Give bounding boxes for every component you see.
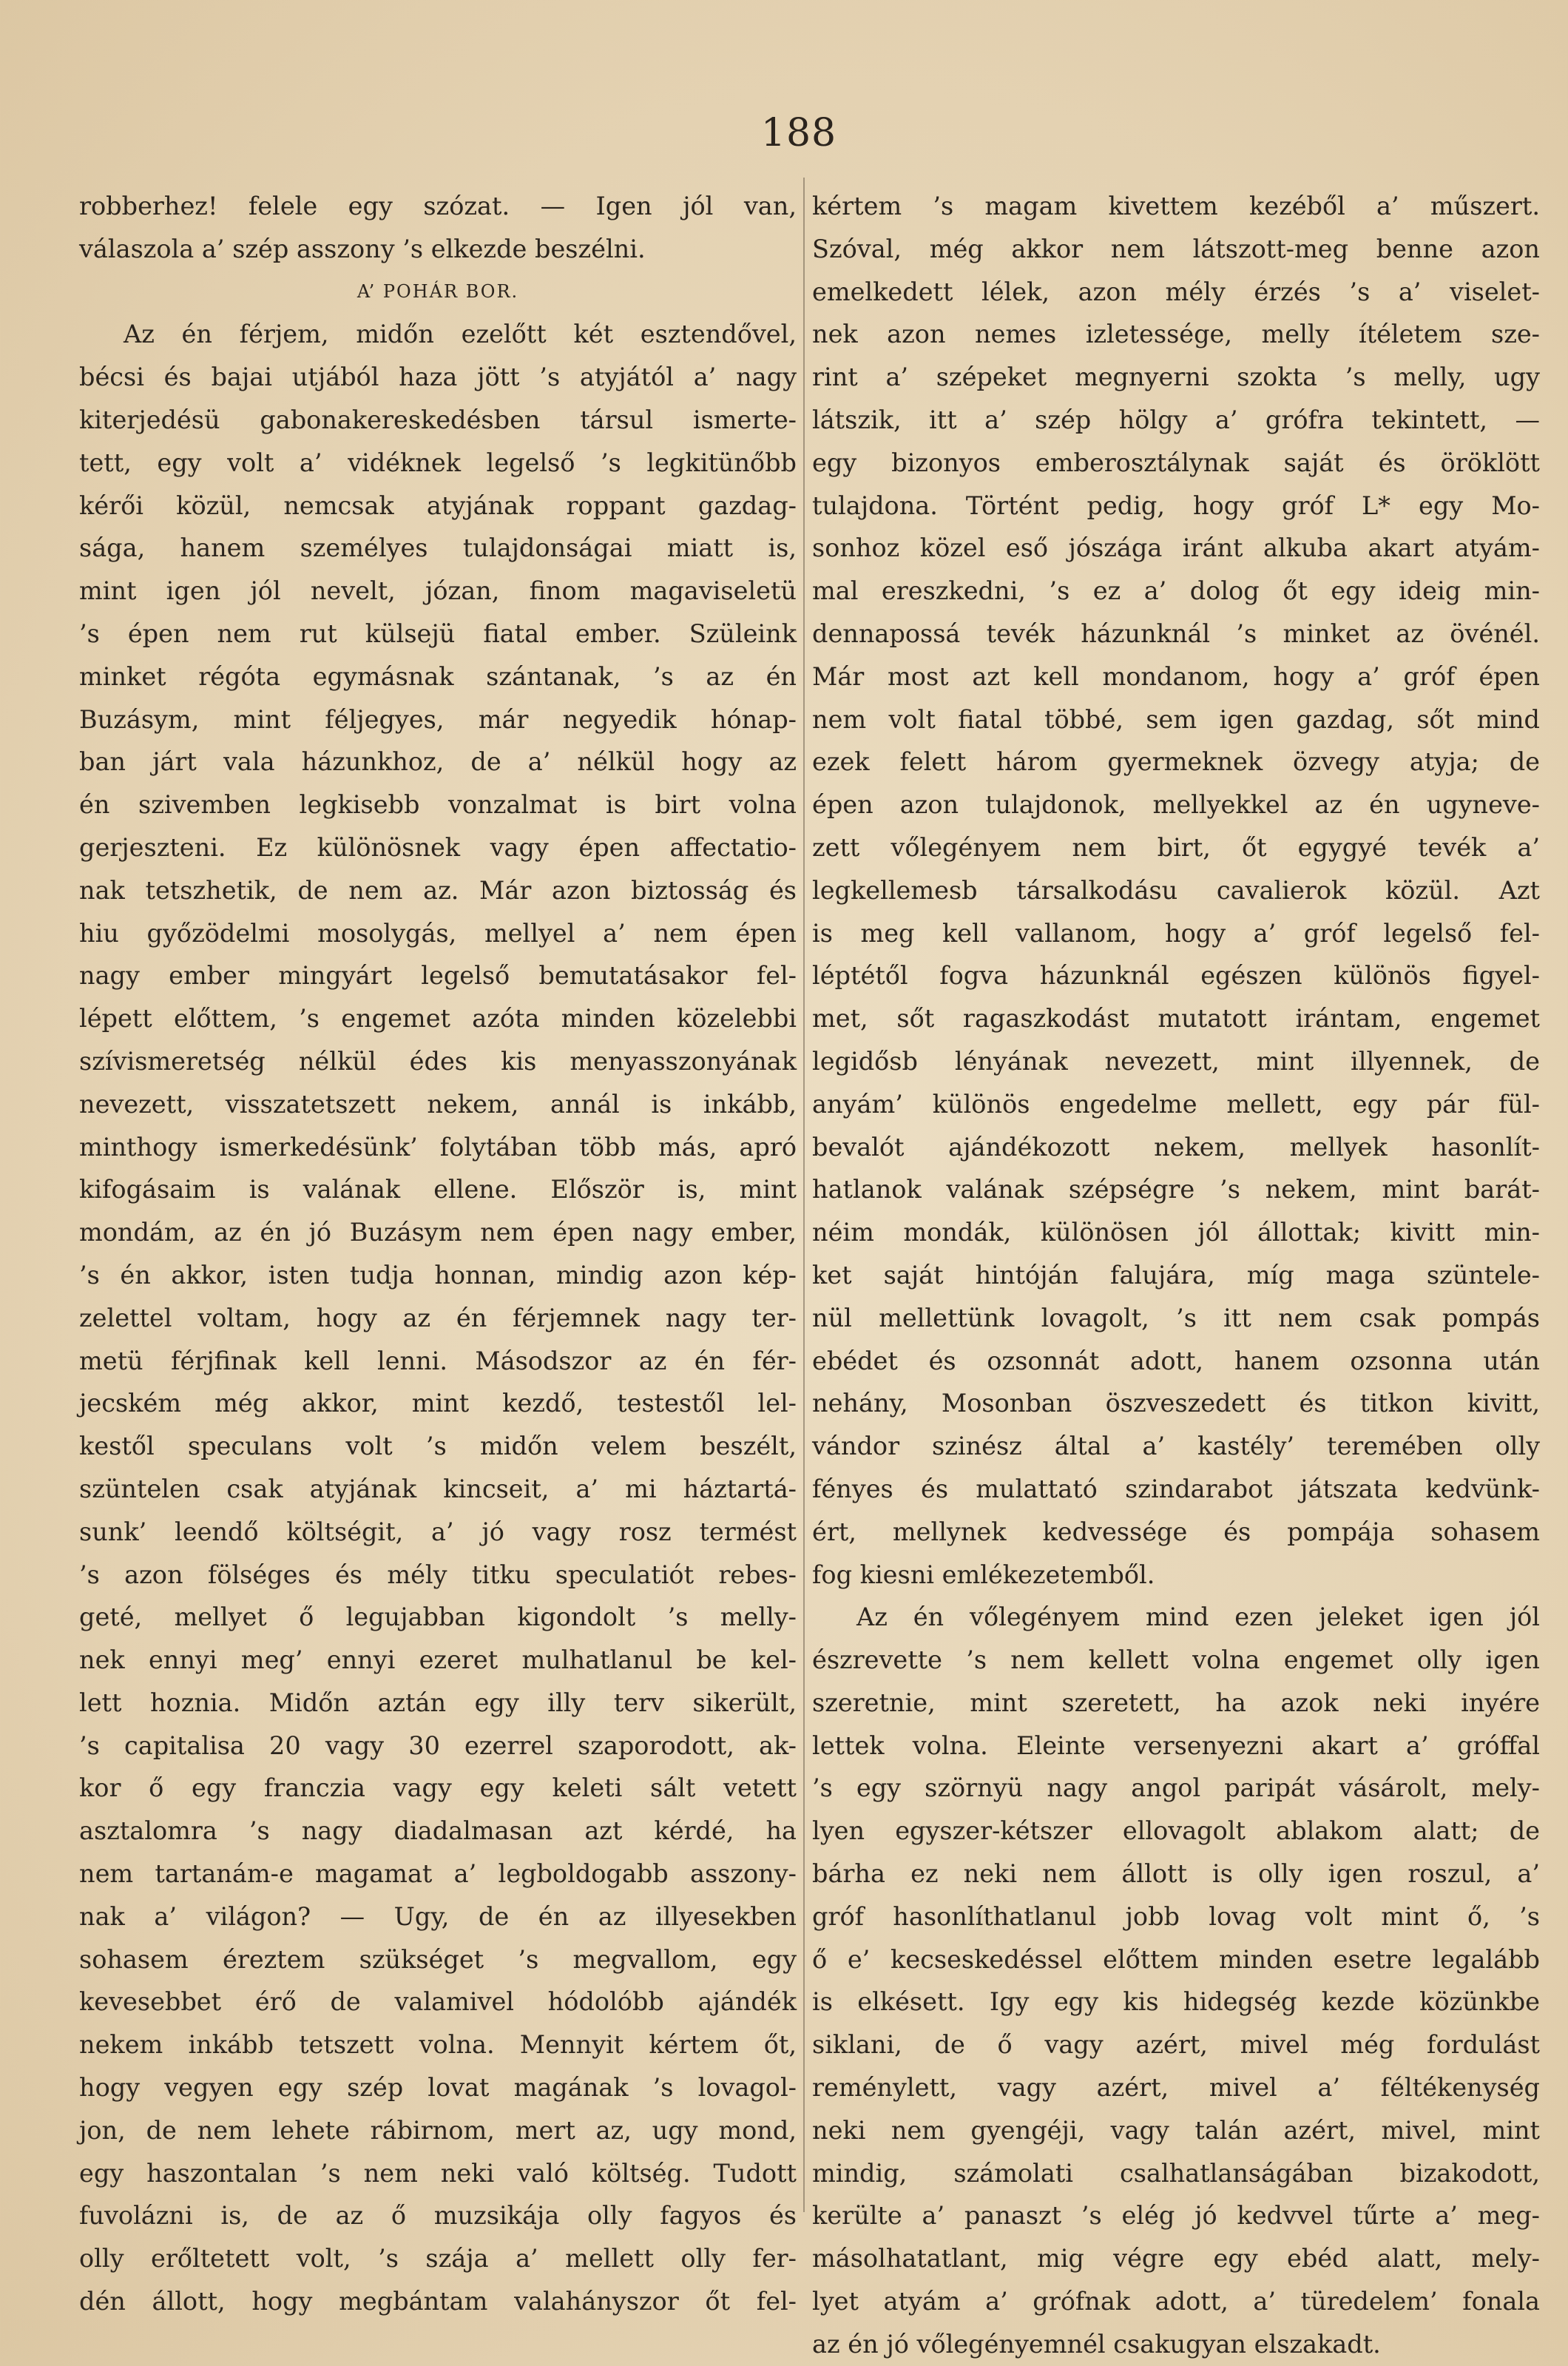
- text-line: zelettel voltam, hogy az én férjemnek nagy ter-: [79, 1303, 797, 1332]
- text-line: vándor szinész által a’ kastély’ teremében olly: [812, 1432, 1540, 1461]
- text-line: Szóval, még akkor nem látszott-meg benne azon: [812, 234, 1540, 263]
- text-line: lyet atyám a’ grófnak adott, a’ türedelem’ fonala: [812, 2287, 1540, 2316]
- text-line: lépett előttem, ’s engemet azóta minden közelebbi: [79, 1004, 797, 1034]
- text-line: nehány, Mosonban öszveszedett és titkon kivitt,: [812, 1389, 1540, 1418]
- text-line: mondám, az én jó Buzásym nem épen nagy ember,: [79, 1218, 797, 1247]
- text-line: mint igen jól nevelt, józan, finom magaviseletü: [79, 576, 797, 606]
- text-line: hiu győzödelmi mosolygás, mellyel a’ nem épen: [79, 918, 797, 948]
- text-line: minket régóta egymásnak szántanak, ’s az én: [79, 661, 797, 691]
- text-line: sága, hanem személyes tulajdonságai miatt is,: [79, 533, 797, 563]
- text-line: mindig, számolati csalhatlanságában bizakodott,: [812, 2158, 1540, 2188]
- text-line: ezek felett három gyermeknek özvegy atyja; de: [812, 747, 1540, 777]
- text-line: én szivemben legkisebb vonzalmat is birt volna: [79, 790, 797, 820]
- column-divider: [803, 178, 805, 2212]
- text-line: ’s épen nem rut külsejü fiatal ember. Szüleink: [79, 619, 797, 648]
- text-line: épen azon tulajdonok, mellyekkel az én ugyneve-: [812, 790, 1540, 820]
- text-line: bevalót ajándékozott nekem, mellyek hasonlít-: [812, 1132, 1540, 1162]
- text-line: másolhatatlant, mig végre egy ebéd alatt, mely-: [812, 2244, 1540, 2274]
- text-line: lett hoznia. Midőn aztán egy illy terv sikerült,: [79, 1688, 797, 1717]
- text-line: reménylett, vagy azért, mivel a’ féltékenység: [812, 2073, 1540, 2103]
- text-line: tulajdona. Történt pedig, hogy gróf L* egy Mo-: [812, 491, 1540, 520]
- text-line: anyám’ különös engedelme mellett, egy pár fül-: [812, 1089, 1540, 1119]
- text-line: válaszola a’ szép asszony ’s elkezde beszélni.: [79, 234, 646, 263]
- text-line: ’s azon fölséges és mély titku speculatiót rebes-: [79, 1560, 797, 1589]
- text-line: ket saját hintóján falujára, míg maga szüntele-: [812, 1260, 1540, 1290]
- text-line: olly erőltetett volt, ’s szája a’ mellett olly fer-: [79, 2244, 797, 2274]
- left-column: [79, 185, 797, 2323]
- text-line: bárha ez neki nem állott is olly igen roszul, a’: [812, 1859, 1540, 1889]
- text-line: egy bizonyos emberosztálynak saját és öröklött: [812, 448, 1540, 477]
- text-line: kérői közül, nemcsak atyjának roppant gazdag-: [79, 491, 797, 520]
- text-line: dennapossá tevék házunknál ’s minket az övénél.: [812, 619, 1540, 648]
- text-line: ’s egy szörnyü nagy angol paripát vásárolt, mely-: [812, 1773, 1540, 1803]
- text-line: léptétől fogva házunknál egészen különös figyel-: [812, 961, 1540, 991]
- text-line: mal ereszkedni, ’s ez a’ dolog őt egy ideig min-: [812, 576, 1540, 606]
- text-line: nem volt fiatal többé, sem igen gazdag, sőt mind: [812, 704, 1540, 734]
- text-line: észrevette ’s nem kellett volna engemet olly igen: [812, 1645, 1540, 1675]
- text-line: sunk’ leendő költségit, a’ jó vagy rosz termést: [79, 1517, 797, 1546]
- text-line: asztalomra ’s nagy diadalmasan azt kérdé, ha: [79, 1816, 797, 1846]
- text-line: is meg kell vallanom, hogy a’ gróf legelső fel-: [812, 918, 1540, 948]
- text-line: sonhoz közel eső jószága iránt alkuba akart atyám-: [812, 533, 1540, 563]
- text-line: egy haszontalan ’s nem neki való költség. Tudott: [79, 2158, 797, 2188]
- text-line: szívismeretség nélkül édes kis menyasszonyának: [79, 1046, 797, 1076]
- text-line: Már most azt kell mondanom, hogy a’ gróf épen: [812, 661, 1540, 691]
- text-line: robberhez! felele egy szózat. — Igen jól van,: [79, 192, 797, 220]
- section-heading: A’ POHÁR BOR.: [356, 280, 519, 302]
- text-line: nek azon nemes izletessége, melly ítéletem sze-: [812, 320, 1540, 349]
- text-line: metü férjfinak kell lenni. Másodszor az én fér-: [79, 1346, 797, 1375]
- text-line: Buzásym, mint féljegyes, már negyedik hónap-: [79, 704, 797, 734]
- text-line: jecském még akkor, mint kezdő, testestől lel-: [79, 1389, 797, 1418]
- text-line: lyen egyszer-kétszer ellovagolt ablakom alatt; de: [812, 1816, 1540, 1846]
- text-line: fog kiesni emlékezetemből.: [812, 1560, 1155, 1589]
- text-line: legkellemesb társalkodásu cavalierok közül. Azt: [812, 875, 1540, 905]
- text-line: neki nem gyengéji, vagy talán azért, mivel, mint: [812, 2115, 1540, 2145]
- text-line: fuvolázni is, de az ő muzsikája olly fagyos és: [79, 2201, 797, 2231]
- text-line: kor ő egy franczia vagy egy keleti sált vetett: [79, 1773, 797, 1803]
- text-line: kerülte a’ panaszt ’s elég jó kedvvel tűrte a’ meg-: [812, 2201, 1540, 2231]
- text-line: Az én vőlegényem mind ezen jeleket igen jól: [856, 1602, 1540, 1632]
- text-line: kiterjedésü gabonakereskedésben társul ismerte-: [79, 405, 797, 434]
- text-line: tett, egy volt a’ vidéknek legelső ’s legkitünőbb: [79, 448, 797, 477]
- text-line: sohasem éreztem szükséget ’s megvallom, egy: [79, 1944, 797, 1974]
- text-line: kevesebbet érő de valamivel hódolóbb ajándék: [79, 1987, 797, 2017]
- text-line: legidősb lényának nevezett, mint illyennek, de: [812, 1046, 1540, 1076]
- text-line: siklani, de ő vagy azért, mivel még fordulást: [812, 2030, 1540, 2060]
- text-line: kifogásaim is valának ellene. Először is, mint: [79, 1175, 797, 1204]
- text-line: nekem inkább tetszett volna. Mennyit kértem őt,: [79, 2030, 797, 2060]
- text-line: geté, mellyet ő legujabban kigondolt ’s melly-: [79, 1602, 797, 1632]
- text-line: ’s capitalisa 20 vagy 30 ezerrel szaporodott, ak-: [79, 1730, 797, 1760]
- text-line: rint a’ szépeket megnyerni szokta ’s melly, ugy: [812, 363, 1540, 392]
- text-line: ért, mellynek kedvessége és pompája sohasem: [812, 1517, 1540, 1546]
- text-line: minthogy ismerkedésünk’ folytában több más, apró: [79, 1132, 797, 1162]
- text-line: hogy vegyen egy szép lovat magának ’s lovagol-: [79, 2073, 797, 2103]
- text-line: nek ennyi meg’ ennyi ezeret mulhatlanul be kel-: [79, 1645, 797, 1675]
- right-column: [812, 185, 1540, 2366]
- text-line: nak tetszhetik, de nem az. Már azon biztosság és: [79, 875, 797, 905]
- text-line: ’s én akkor, isten tudja honnan, mindig azon kép-: [79, 1260, 797, 1290]
- text-line: fényes és mulattató szindarabot játszata kedvünk-: [812, 1474, 1540, 1503]
- text-line: kértem ’s magam kivettem kezéből a’ műszert.: [812, 192, 1540, 220]
- text-line: kestől speculans volt ’s midőn velem beszélt,: [79, 1432, 797, 1461]
- text-line: bécsi és bajai utjából haza jött ’s atyjától a’ nagy: [79, 363, 797, 392]
- text-line: nem tartanám-e magamat a’ legboldogabb asszony-: [79, 1859, 797, 1889]
- text-line: nül mellettünk lovagolt, ’s itt nem csak pompás: [812, 1303, 1540, 1332]
- text-line: szeretnie, mint szeretett, ha azok neki inyére: [812, 1688, 1540, 1717]
- text-line: dén állott, hogy megbántam valahányszor őt fel-: [79, 2287, 797, 2316]
- text-line: szüntelen csak atyjának kincseit, a’ mi háztartá-: [79, 1474, 797, 1503]
- text-line: az én jó vőlegényemnél csakugyan elszakadt.: [812, 2329, 1381, 2359]
- text-line: lettek volna. Eleinte versenyezni akart a’ gróffal: [812, 1730, 1540, 1760]
- text-line: nevezett, visszatetszett nekem, annál is inkább,: [79, 1089, 797, 1119]
- text-line: jon, de nem lehete rábirnom, mert az, ugy mond,: [79, 2115, 797, 2145]
- text-line: ő e’ kecseskedéssel előttem minden esetre legalább: [812, 1944, 1540, 1974]
- text-line: látszik, itt a’ szép hölgy a’ grófra tekintett, —: [812, 405, 1540, 434]
- text-line: is elkésett. Igy egy kis hidegség kezde közünkbe: [812, 1987, 1540, 2017]
- text-line: Az én férjem, midőn ezelőtt két esztendővel,: [124, 320, 797, 349]
- text-line: gerjeszteni. Ez különösnek vagy épen affectatio-: [79, 832, 797, 862]
- text-line: néim mondák, különösen jól állottak; kivitt min-: [812, 1218, 1540, 1247]
- text-line: gróf hasonlíthatlanul jobb lovag volt mint ő, ’s: [812, 1901, 1540, 1931]
- text-line: emelkedett lélek, azon mély érzés ’s a’ viselet-: [812, 277, 1540, 306]
- text-line: ebédet és ozsonnát adott, hanem ozsonna után: [812, 1346, 1540, 1375]
- text-line: zett vőlegényem nem birt, őt egygyé tevék a’: [812, 832, 1540, 862]
- text-line: met, sőt ragaszkodást mutatott irántam, engemet: [812, 1004, 1540, 1034]
- text-line: hatlanok valának szépségre ’s nekem, mint barát-: [812, 1175, 1540, 1204]
- text-line: nak a’ világon? — Ugy, de én az illyesekben: [79, 1901, 797, 1931]
- text-line: ban járt vala házunkhoz, de a’ nélkül hogy az: [79, 747, 797, 777]
- text-line: nagy ember mingyárt legelső bemutatásakor fel-: [79, 961, 797, 991]
- page-number: 188: [760, 111, 837, 155]
